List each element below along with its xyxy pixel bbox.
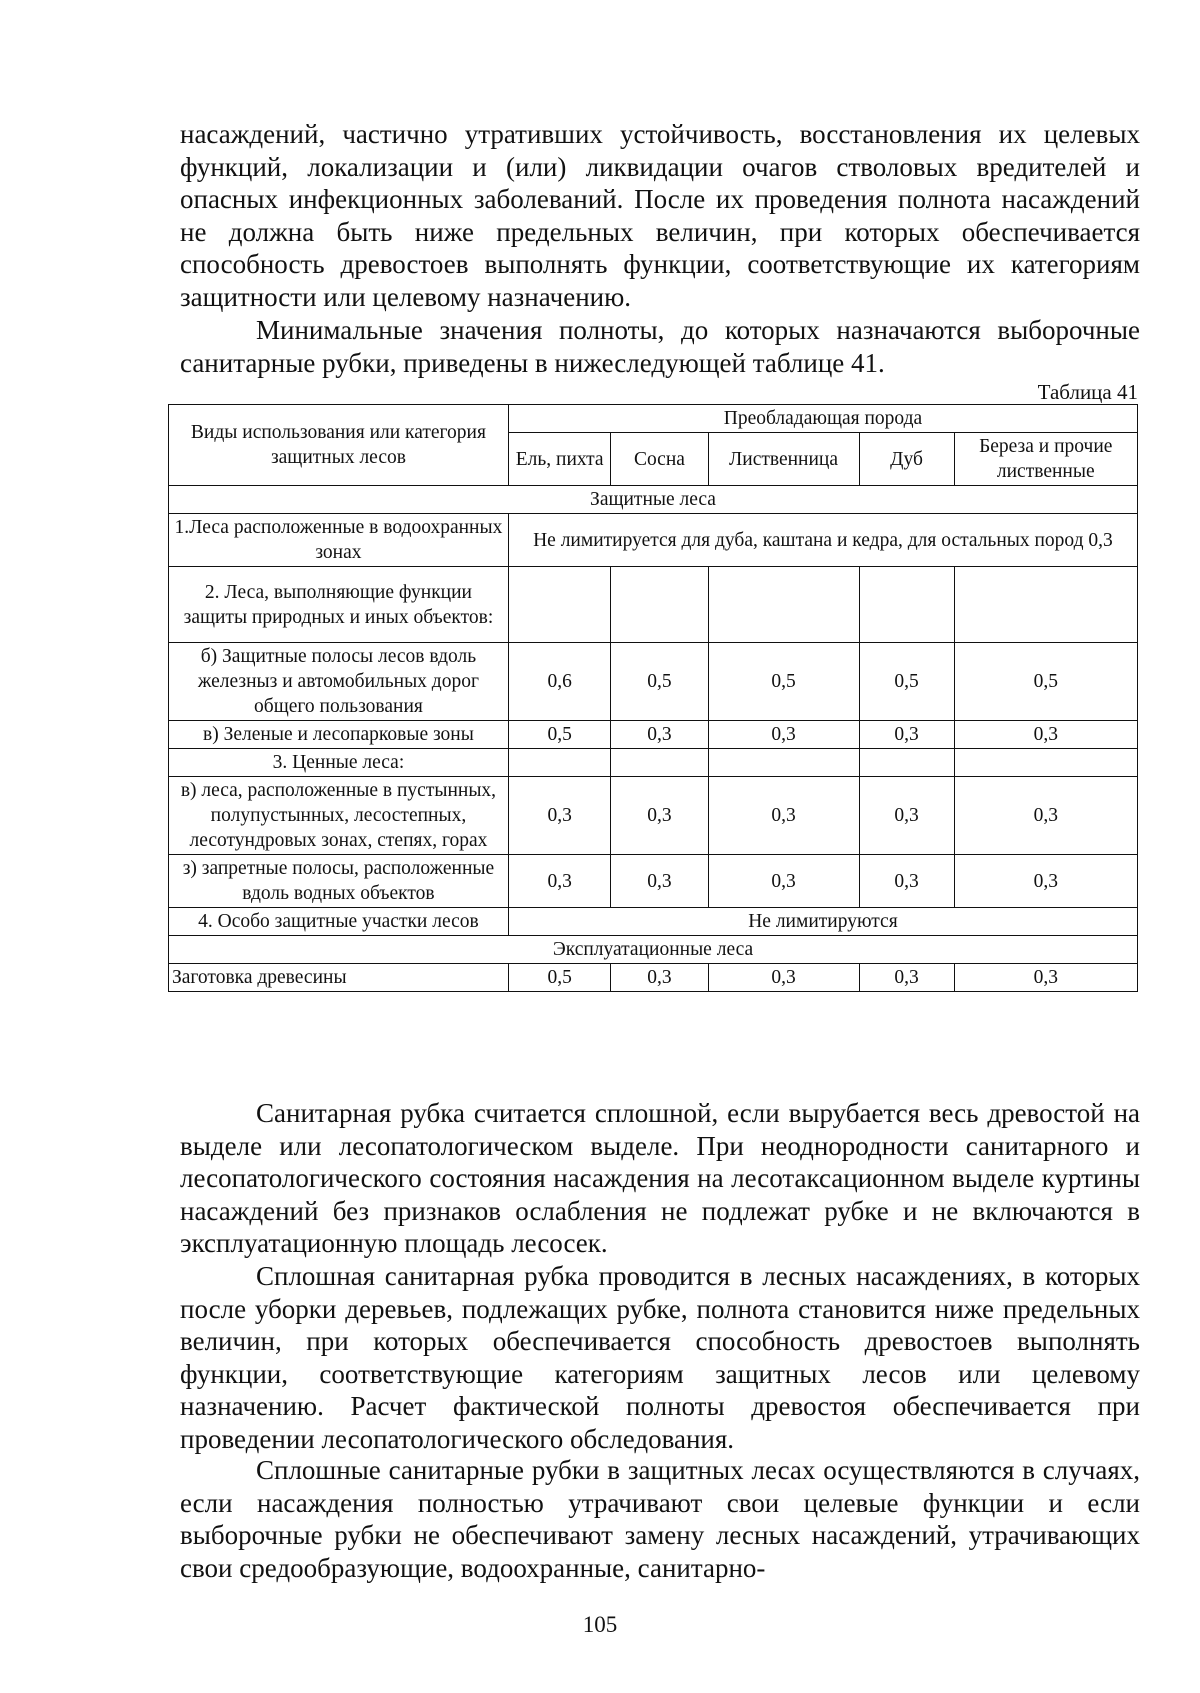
cell-empty <box>508 749 611 777</box>
cell-value: 0,3 <box>859 855 954 908</box>
cell-empty <box>708 567 859 643</box>
cell-empty <box>508 567 611 643</box>
cell-value: 0,3 <box>611 721 708 749</box>
row-note: Не лимитируются <box>508 908 1137 936</box>
cell-value: 0,3 <box>508 855 611 908</box>
cell-empty <box>954 749 1137 777</box>
cell-value: 0,3 <box>708 855 859 908</box>
row-label: 2. Леса, выполняющие функции защиты природных и иных объектов: <box>169 567 509 643</box>
paragraph-1: насаждений, частично утративших устойчивость, восстановления их целевых функций, локализации и (или) ликвидации очагов стволовых вредителей и опасных инфекционных заболеваний. После их проведения полнота насаждений не должна быть ниже предельных величин, при которых обеспечивается способность древостоев выполнять функции, соответствующие их категориям защитности или целевому назначению. <box>180 119 1140 312</box>
header-species-group: Преобладающая порода <box>508 405 1137 433</box>
row-label: в) Зеленые и лесопарковые зоны <box>169 721 509 749</box>
cell-value: 0,3 <box>859 721 954 749</box>
section-exploitation: Эксплуатационные леса <box>169 936 1138 964</box>
row-label: 4. Особо защитные участки лесов <box>169 908 509 936</box>
cell-empty <box>954 567 1137 643</box>
paragraph-2: Минимальные значения полноты, до которых назначаются выборочные санитарные рубки, приведены в нижеследующей таблице 41. <box>180 315 1140 378</box>
cell-empty <box>859 749 954 777</box>
row-label: 3. Ценные леса: <box>169 749 509 777</box>
cell-value: 0,3 <box>859 777 954 855</box>
cell-value: 0,3 <box>954 964 1137 992</box>
cell-value: 0,5 <box>611 643 708 721</box>
cell-value: 0,5 <box>859 643 954 721</box>
row-label: б) Защитные полосы лесов вдоль железныз и автомобильных дорог общего пользования <box>169 643 509 721</box>
row-label: з) запретные полосы, расположенные вдоль водных объектов <box>169 855 509 908</box>
cell-value: 0,5 <box>954 643 1137 721</box>
cell-empty <box>611 567 708 643</box>
cell-value: 0,5 <box>508 721 611 749</box>
header-species: Сосна <box>611 433 708 486</box>
table-41 <box>168 404 1138 992</box>
section-protective: Защитные леса <box>169 486 1138 514</box>
cell-empty <box>708 749 859 777</box>
cell-value: 0,3 <box>708 777 859 855</box>
page-number: 105 <box>582 1612 618 1637</box>
cell-empty <box>611 749 708 777</box>
cell-value: 0,3 <box>508 777 611 855</box>
paragraph-4: Сплошная санитарная рубка проводится в лесных насаждениях, в которых после уборки деревьев, подлежащих рубке, полнота становится ниже предельных величин, при которых обеспечивается способность древостоев выполнять функции, соответствующие категориям защитных лесов или целевому назначению. Расчет фактической полноты древостоя обеспечивается при проведении лесопатологического обследования. <box>180 1261 1140 1454</box>
cell-value: 0,3 <box>611 964 708 992</box>
cell-value: 0,3 <box>611 855 708 908</box>
header-category: Виды использования или категория защитных лесов <box>169 405 509 486</box>
cell-empty <box>859 567 954 643</box>
row-note: Не лимитируется для дуба, каштана и кедра, для остальных пород 0,3 <box>508 514 1137 567</box>
cell-value: 0,3 <box>954 855 1137 908</box>
header-species: Лиственница <box>708 433 859 486</box>
cell-value: 0,5 <box>708 643 859 721</box>
paragraph-5: Сплошные санитарные рубки в защитных лесах осуществляются в случаях, если насаждения полностью утрачивают свои целевые функции и если выборочные рубки не обеспечивают замену лесных насаждений, утрачивающих свои средообразующие, водоохранные, санитарно- <box>180 1455 1140 1583</box>
cell-value: 0,3 <box>859 964 954 992</box>
cell-value: 0,6 <box>508 643 611 721</box>
table-caption: Таблица 41 <box>1037 380 1138 404</box>
cell-value: 0,3 <box>708 721 859 749</box>
cell-value: 0,3 <box>954 721 1137 749</box>
row-label: 1.Леса расположенные в водоохранных зонах <box>169 514 509 567</box>
header-species: Береза и прочие лиственные <box>954 433 1137 486</box>
header-species: Ель, пихта <box>508 433 611 486</box>
header-species: Дуб <box>859 433 954 486</box>
cell-value: 0,3 <box>954 777 1137 855</box>
cell-value: 0,3 <box>611 777 708 855</box>
cell-value: 0,5 <box>508 964 611 992</box>
row-label: Заготовка древесины <box>169 964 509 992</box>
row-label: в) леса, расположенные в пустынных, полупустынных, лесостепных, лесотундровых зонах, степях, горах <box>169 777 509 855</box>
cell-value: 0,3 <box>708 964 859 992</box>
paragraph-3: Санитарная рубка считается сплошной, если вырубается весь древостой на выделе или лесопатологическом выделе. При неоднородности санитарного и лесопатологического состояния насаждения на лесотаксационном выделе куртины насаждений без признаков ослабления не подлежат рубке и не включаются в эксплуатационную площадь лесосек. <box>180 1098 1140 1258</box>
